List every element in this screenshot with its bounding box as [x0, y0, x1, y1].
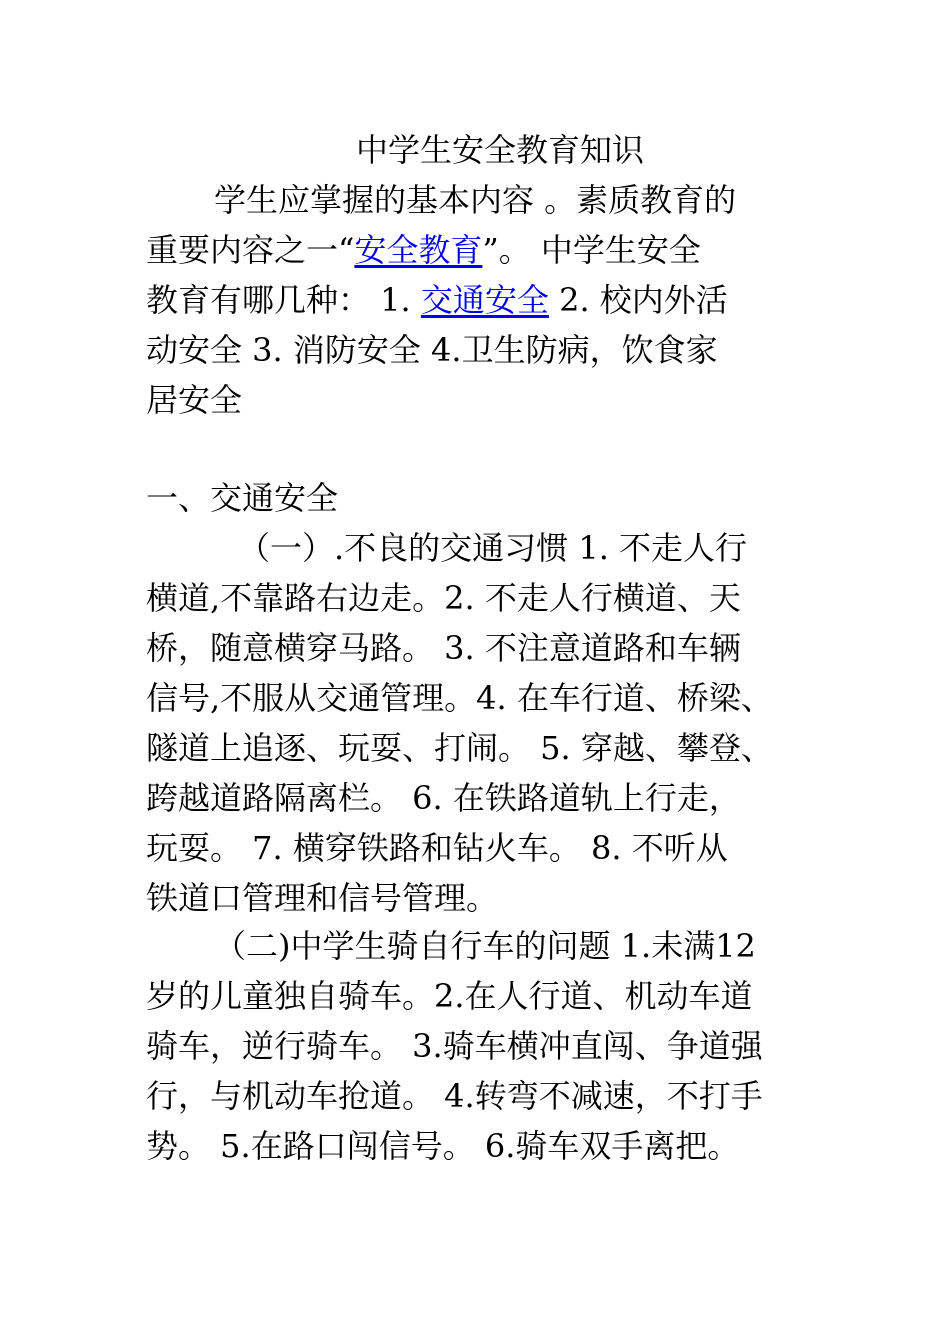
part1-line-6: 跨越道路隔离栏。 6. 在铁路道轨上行走， — [146, 779, 741, 817]
part1-line-3: 桥，随意横穿马路。 3. 不注意道路和车辆 — [146, 629, 741, 667]
intro-line-1: 学生应掌握的基本内容 。素质教育的 — [214, 181, 737, 219]
section-heading: 一、交通安全 — [146, 479, 339, 517]
intro-line-3-suffix: 2. 校内外活 — [548, 281, 728, 319]
intro-line-3 — [146, 278, 728, 322]
intro-line-5: 居安全 — [146, 381, 243, 419]
part2-line-5: 势。 5.在路口闯信号。 6.骑车双手离把。 — [146, 1127, 740, 1165]
part1-line-1: （一）.不良的交通习惯 1. 不走人行 — [238, 529, 748, 567]
page-title: 中学生安全教育知识 — [356, 131, 645, 169]
part1-line-7: 玩耍。 7. 横穿铁路和钻火车。 8. 不听从 — [146, 829, 728, 867]
intro-line-2 — [146, 228, 701, 272]
part1-line-2: 横道,不靠路右边走。2. 不走人行横道、天 — [146, 579, 741, 617]
safety-education-link[interactable]: 安全教育 — [354, 231, 483, 269]
intro-line-4: 动安全 3. 消防安全 4.卫生防病，饮食家 — [146, 331, 718, 369]
part1-line-8: 铁道口管理和信号管理。 — [146, 879, 499, 917]
part2-line-2: 岁的儿童独自骑车。2.在人行道、机动车道 — [146, 977, 753, 1015]
intro-line-2-prefix: 重要内容之一“ — [146, 231, 355, 269]
intro-line-3-prefix: 教育有哪几种： 1. — [146, 281, 421, 319]
part2-line-1: （二)中学生骑自行车的问题 1.未满12 — [214, 927, 756, 965]
intro-line-2-suffix: ”。 中学生安全 — [482, 231, 701, 269]
traffic-safety-link[interactable]: 交通安全 — [420, 281, 549, 319]
part1-line-5: 隧道上追逐、玩耍、打闹。 5. 穿越、攀登、 — [146, 729, 773, 767]
part2-line-3: 骑车，逆行骑车。 3.骑车横冲直闯、争道强 — [146, 1027, 763, 1065]
part1-line-4: 信号,不服从交通管理。4. 在车行道、桥梁、 — [146, 679, 773, 717]
part2-line-4: 行，与机动车抢道。 4.转弯不减速，不打手 — [146, 1077, 763, 1115]
